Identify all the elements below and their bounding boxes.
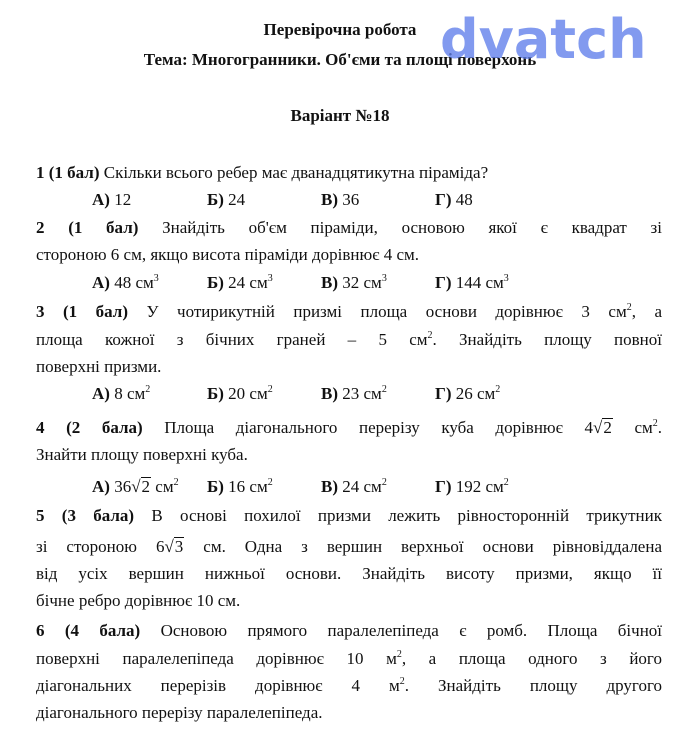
variant-number: Варіант №18 bbox=[290, 106, 390, 125]
task-2-line-2: стороною 6 см, якщо висота піраміди дорівнює 4 см. bbox=[36, 245, 420, 264]
task-number: 6 (4 бала) bbox=[36, 621, 141, 640]
worksheet-topic: Тема: Многогранники. Об'єми та площі поверхонь bbox=[143, 50, 537, 69]
option-b: Б) 24 $см^3$ bbox=[207, 273, 273, 292]
task-text: Знайдіть об'єм піраміди, основою якої є квадрат зі bbox=[162, 218, 662, 237]
task-number: 3 (1 бал) bbox=[36, 302, 129, 321]
task-3-line-1: 3 (1 бал) У чотирикутній призмі площа основи дорівнює 3 $см^2$, а bbox=[36, 302, 663, 321]
task-4-line-1: 4 (2 бала) Площа діагонального перерізу куба дорівнює 4√2 $см^2$. bbox=[36, 418, 662, 437]
option-a: А) 48 $см^3$ bbox=[92, 273, 159, 292]
task-text: Скільки всього ребер має дванадцятикутна піраміда? bbox=[103, 163, 489, 182]
task-5-line-4: бічне ребро дорівнює 10 см. bbox=[36, 591, 241, 610]
option-a: А) 36√2 $см^2$ bbox=[92, 477, 179, 496]
task-6-line-4: діагонального перерізу паралелепіпеда. bbox=[36, 703, 323, 722]
task-5-line-2: зі стороною 6√3 см. Одна з вершин верхньої основи рівновіддалена bbox=[36, 537, 662, 556]
task-3-line-3: поверхні призми. bbox=[36, 357, 162, 376]
option-b: Б) 16 $см^2$ bbox=[207, 477, 273, 496]
option-d: Г) 26 $см^2$ bbox=[435, 384, 501, 403]
task-5-line-3: від усіх вершин нижньої основи. Знайдіть висоту призми, якщо її bbox=[36, 564, 662, 583]
option-c: В) 32 $см^3$ bbox=[321, 273, 387, 292]
watermark-logo: dvatch bbox=[440, 8, 647, 71]
option-c: В) 23 $см^2$ bbox=[321, 384, 387, 403]
task-3-line-2: площа кожної з бічних граней – 5 $см^2$. Знайдіть площу повної bbox=[36, 330, 662, 349]
task-2-line-1 bbox=[36, 218, 662, 238]
task-number: 1 (1 бал) bbox=[36, 163, 100, 182]
task-6-line-2: поверхні паралелепіпеда дорівнює 10 $м^2$, а площа одного з його bbox=[36, 649, 662, 668]
task-6-line-1: 6 (4 бала) Основою прямого паралелепіпеда є ромб. Площа бічної bbox=[36, 621, 663, 640]
option-c: В) 24 $см^2$ bbox=[321, 477, 387, 496]
option-b: Б) 20 $см^2$ bbox=[207, 384, 273, 403]
task-number: 5 (3 бала) bbox=[36, 506, 135, 525]
task-number: 4 (2 бала) bbox=[36, 418, 143, 437]
option-a: А) 8 $см^2$ bbox=[92, 384, 151, 403]
option-d: Г) 192 $см^2$ bbox=[435, 477, 509, 496]
option-d: Г) 48 bbox=[435, 190, 473, 209]
option-b: Б) 24 bbox=[207, 190, 246, 209]
task-4-line-2: Знайти площу поверхні куба. bbox=[36, 445, 248, 464]
worksheet-title: Перевірочна робота bbox=[263, 20, 417, 39]
option-d: Г) 144 $см^3$ bbox=[435, 273, 509, 292]
option-c: В) 36 bbox=[321, 190, 360, 209]
task-number: 2 (1 бал) bbox=[36, 218, 139, 237]
task-6-line-3: діагональних перерізів дорівнює 4 $м^2$. Знайдіть площу другого bbox=[36, 676, 662, 695]
option-a: А) 12 bbox=[92, 190, 132, 209]
task-1-line-1 bbox=[36, 163, 662, 183]
task-5-line-1: 5 (3 бала) В основі похилої призми лежить рівносторонній трикутник bbox=[36, 506, 663, 525]
